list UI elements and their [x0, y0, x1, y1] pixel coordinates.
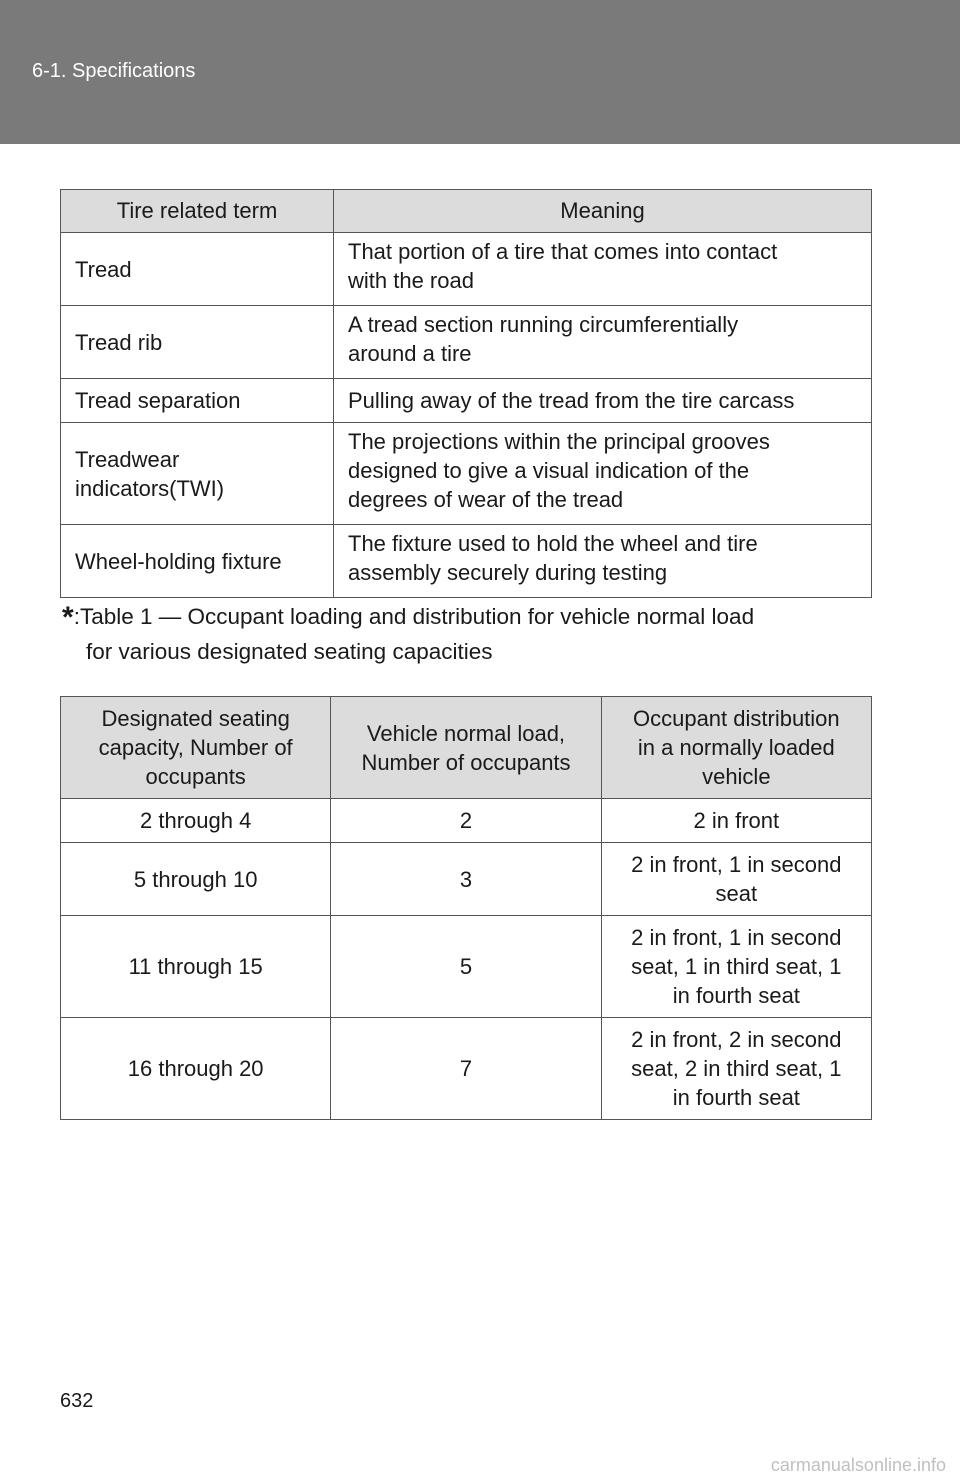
table-row [61, 799, 872, 843]
meaning-cell: A tread section running circumferentially around a tire [334, 306, 872, 379]
load-cell: 2 [331, 799, 601, 843]
meaning-cell: That portion of a tire that comes into contact with the road [334, 233, 872, 306]
table-header-row [61, 697, 872, 799]
table-row [61, 423, 872, 525]
capacity-cell: 11 through 15 [61, 916, 331, 1018]
footnote-line-2: for various designated seating capacities [86, 639, 493, 664]
footnote-marker: * [62, 601, 74, 634]
section-label: 6-1. Specifications [32, 60, 196, 82]
table-row [61, 379, 872, 423]
meaning-cell: The projections within the principal grooves designed to give a visual indication of the degrees of wear of the tread [334, 423, 872, 525]
capacity-cell: 16 through 20 [61, 1018, 331, 1120]
term-cell: Treadwear indicators(TWI) [61, 423, 334, 525]
page-number: 632 [60, 1390, 94, 1412]
watermark: carmanualsonline.info [770, 1455, 946, 1475]
column-header-normal-load: Vehicle normal load, Number of occupants [331, 697, 601, 799]
column-header-term: Tire related term [61, 190, 334, 233]
table-row [61, 306, 872, 379]
capacity-cell: 2 through 4 [61, 799, 331, 843]
table-row [61, 843, 872, 916]
header-bar [0, 0, 960, 144]
tire-terms-table [60, 189, 872, 598]
load-cell: 7 [331, 1018, 601, 1120]
term-cell: Tread rib [61, 306, 334, 379]
term-cell: Wheel-holding fixture [61, 525, 334, 598]
term-cell: Tread separation [61, 379, 334, 423]
column-header-distribution: Occupant distribution in a normally loaded vehicle [601, 697, 871, 799]
load-cell: 3 [331, 843, 601, 916]
table-header-row [61, 190, 872, 233]
table-row [61, 233, 872, 306]
occupant-loading-table [60, 696, 872, 1120]
load-cell: 5 [331, 916, 601, 1018]
table-row [61, 916, 872, 1018]
term-cell: Tread [61, 233, 334, 306]
distribution-cell: 2 in front, 1 in second seat, 1 in third seat, 1 in fourth seat [601, 916, 871, 1018]
distribution-cell: 2 in front, 1 in second seat [601, 843, 871, 916]
meaning-cell: The fixture used to hold the wheel and tire assembly securely during testing [334, 525, 872, 598]
footnote-line-1: :Table 1 — Occupant loading and distribution for vehicle normal load [73, 604, 755, 629]
column-header-meaning: Meaning [334, 190, 872, 233]
table-footnote [62, 600, 868, 669]
distribution-cell: 2 in front [601, 799, 871, 843]
table-row [61, 1018, 872, 1120]
capacity-cell: 5 through 10 [61, 843, 331, 916]
distribution-cell: 2 in front, 2 in second seat, 2 in third seat, 1 in fourth seat [601, 1018, 871, 1120]
column-header-capacity: Designated seating capacity, Number of occupants [61, 697, 331, 799]
table-row [61, 525, 872, 598]
meaning-cell: Pulling away of the tread from the tire carcass [334, 379, 872, 423]
